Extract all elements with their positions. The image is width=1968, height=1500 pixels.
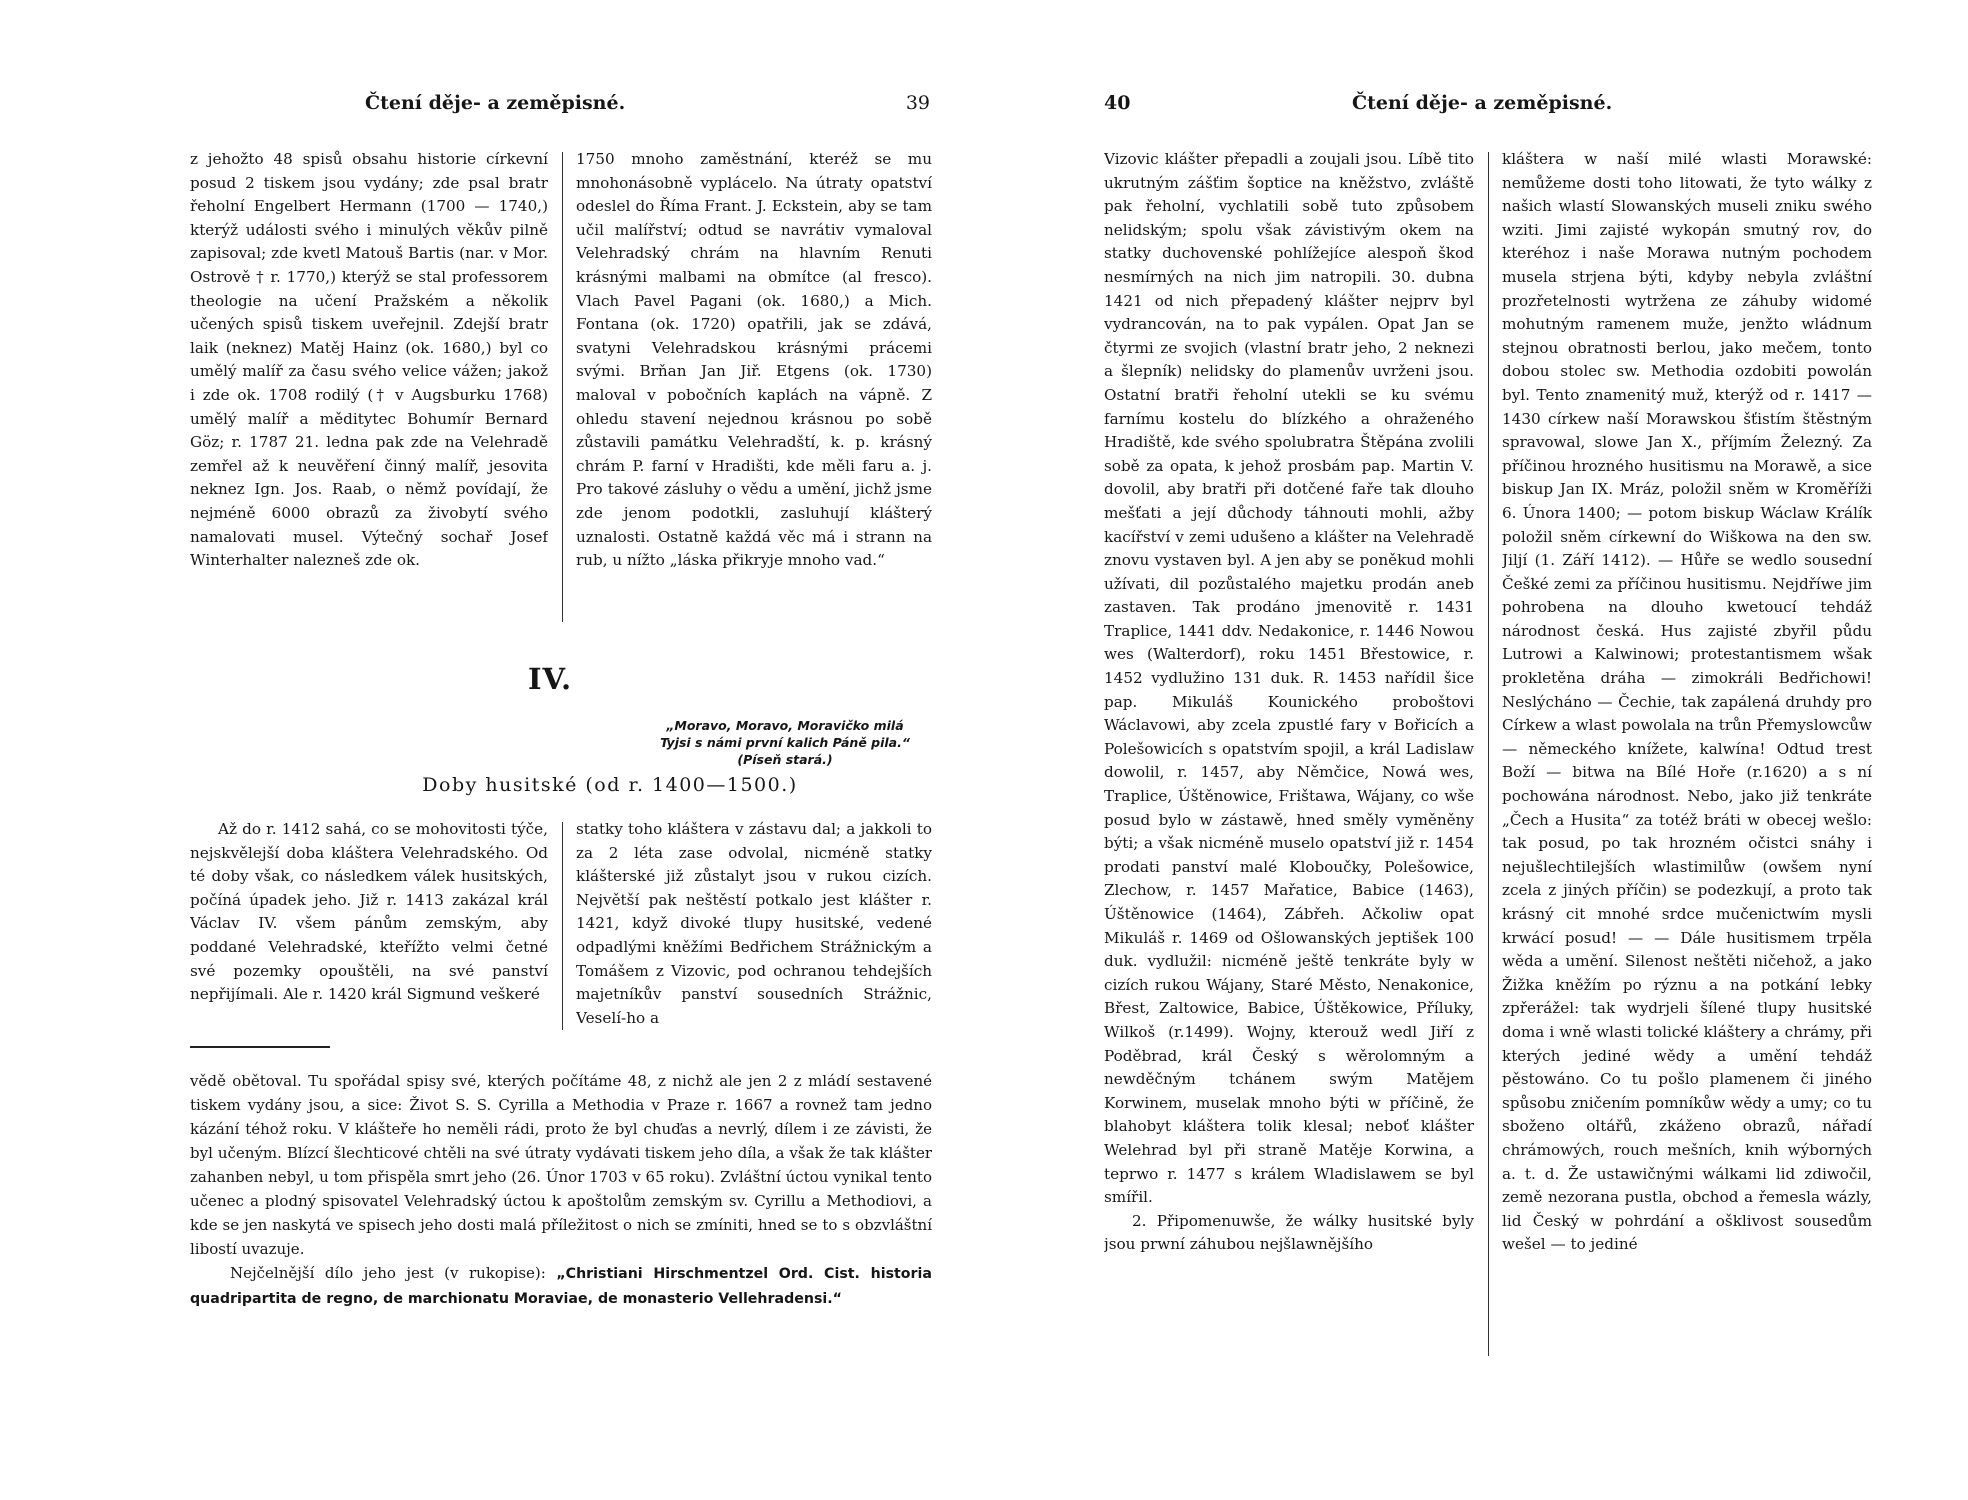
paragraph: Až do r. 1412 sahá, co se mohovitosti týče, nejskvělejší doba kláštera Velehradského. Od té doby však, co následkem válek husitských, počíná úpadek jeho. Již r. 1413 zakázal král Václav IV. všem pánům zemským, aby poddané Velehradské, kteřížto velmi četné své pozemky opouštěli, na své panství nepřijímali. Ale r. 1420 král Sigmund veškeré bbox=[190, 820, 548, 1004]
paragraph: statky toho kláštera v zástavu dal; a jakkoli to za 2 léta zase odvolal, nicméně statky klášterské již zůstalyt jsou v rukou cizích. Největší pak neštěstí potkalo jest klášter r. 1421, když divoké tlupy husitské, vedené odpadlými kněžími Bedřichem Strážnickým a Tomášem z Vizovic, pod ochranou tehdejších majetníkův panství sousedních Strážnic, Veselí-ho a bbox=[576, 820, 932, 1027]
right-running-title: Čtení děje- a zeměpisné. bbox=[1352, 92, 1613, 114]
motto-line: „Moravo, Moravo, Moravičko milá bbox=[666, 718, 904, 733]
motto-source: (Píseň stará.) bbox=[737, 752, 833, 767]
right-page-left-column bbox=[1104, 148, 1474, 1360]
column-divider bbox=[562, 152, 563, 622]
paragraph: z jehožto 48 spisů obsahu historie církevní posud 2 tiskem jsou vydány; zde psal bratr řeholní Engelbert Hermann (1700 — 1740,) kterýž události svého i minulých věkův pilně zapisoval; zde kvetl Matouš Bartis (nar. v Mor. Ostrově † r. 1770,) kterýž se stal professorem theologie na učení Pražském a několik učených spisů tiskem uveřejnil. Zdejší bratr laik (neknez) Matěj Hainz (ok. 1680,) byl co umělý malíř za času svého velice vážen; jakož i zde ok. 1708 rodilý († v Augsburku 1768) umělý malíř a měditytec Bohumír Bernard Göz; r. 1787 21. ledna pak zde na Velehradě zemřel až k neuvěření činný malíř, jesovita neknez Ign. Jos. Raab, o němž povídají, že nejméně 6000 obrazů za živobytí svého namalovati musel. Výtečný sochař Josef Winterhalter nalezneš zde ok. bbox=[190, 150, 548, 570]
chapter-title: Doby husitské (od r. 1400—1500.) bbox=[422, 774, 798, 796]
column-divider bbox=[562, 822, 563, 1030]
left-page-number: 39 bbox=[905, 92, 930, 114]
chapter-motto bbox=[625, 717, 945, 768]
left-running-head bbox=[170, 92, 940, 122]
left-page-bottom-right-column bbox=[576, 818, 932, 1032]
paragraph: 2. Připomenuwše, že wálky husitské byly jsou prwní záhubou nejšlawnějšího bbox=[1104, 1211, 1474, 1254]
paragraph: kláštera w naší milé wlasti Morawské: nemůžeme dosti toho litowati, že tyto wálky z našich wlastí Slowanských museli zniku swého wziti. Jimi zajisté wykopán smutný rov, do kteréhoz i naše Morawa nutným pochodem musela strjena býti, kdyby nebyla zvláštní prozřetelnosti wytržena ze záhuby widomé mohutným ramenem muže, jenžto wládnum stejnou obratnosti berlou, jako mečem, tonto dobou stolec sw. Methodia ozdobiti powolán byl. Tento znamenitý muž, kterýž od r. 1417 — 1430 církew naší Morawskou šťistím štěstným spravowal, slowe Jan X., příjmím Železný. Za příčinou hrozného husitismu na Morawě, a sice biskup Jan IX. Mráz, položil sněm w Kroměříži 6. Února 1400; — potom biskup Wáclaw Králík položil sněm církewní do Wiškowa na den sw. Jiljí (1. Září 1412). — Hůře se wedlo sousední Češké zemi za příčinou husitismu. Nejdříwe jim pohrobena na dlouho kwetoucí tehdáž národnost česká. Hus zajisté zbyřil půdu Lutrowi a Kalwinowi; protestantismem wšak prokletěna dráha — zimokráli Bedřichowi! Neslýcháno — Čechie, tak zapálená druhdy pro Církew a wlast powolala na trůn Přemyslowcůw — německého knížete, kalwína! Odtud trest Boží — bitwa na Bílé Hoře (r.1620) a s ní pochowána národnost. Nebo, jako již tenkráte „Čech a Husita“ za totéž bráti w obecej wešlo: tak posud, po tak hrozném očistci snáhy i nejušlechtilejších wlastimilůw (owšem nyní zcela z jiných příčin) se podezkují, a proto tak krásný cit mnohé srdce mučenictwím mysli krwácí posud! — — Dále husitismem trpěla wěda a umění. Silenost neštěti ničehož, a jako Žižka kněžím po rýznu a na potkání lebky zpřerážel: tak wydrjeli šílené tlupy husitské doma i wně wlasti tolické kláštery a chrámy, při kterých jediné wědy a umění tehdáž pěstowáno. Co tu pošlo plamenem či jiného spůsobu zničením pomníkůw wědy a umy; co tu sboženo oltářů, zkáženo obrazů, nářadí chrámowých, rouch mešních, knih wýborných a. t. d. Že ustawičnými wálkami lid zdiwočil, země nezorana pustla, obchod a řemesla wázly, lid Český w pohrdání a ošklivost sousedům wešel — to jediné bbox=[1502, 150, 1872, 1254]
footnote-paragraph bbox=[190, 1261, 932, 1311]
footnote-paragraph: vědě obětoval. Tu spořádal spisy své, kterých počítáme 48, z nichž ale jen 2 z mládí sestavené tiskem vydány jsou, a sice: Život S. S. Cyrilla a Methodia v Praze r. 1667 a rovnež tam jedno kázání téhož roku. V klášteře ho neměli rádi, proto že byl chuďas a nevrlý, dílem i ze závisti, že byl učeným. Blízcí šlechticové chtěli na své útraty vydávati tiskem jeho díla, a však že tak klášter zahanben nebyl, u tom přispěla smrt jeho (26. Únor 1703 v 65 roku). Zvláštní úctou vynikal tento učenec a plodný spisovatel Velehradský úctou k apoštolům zemským sv. Cyrillu a Methodiovi, a kde se jen naskytá ve spisech jeho dosti malá příležitost o nich se zmíniti, hned se to s obzvláštní libostí uvazuje. bbox=[190, 1072, 932, 1258]
left-page bbox=[170, 0, 940, 1500]
footnote-rule bbox=[190, 1046, 330, 1048]
left-page-top-right-column bbox=[576, 148, 932, 624]
column-divider bbox=[1488, 152, 1489, 1356]
left-page-top-left-column bbox=[190, 148, 548, 624]
latin-title: „Christiani Hirschmentzel Ord. Cist. historia quadripartita de regno, de marchionatu Moraviae, de monasterio Vellehradensi.“ bbox=[190, 1266, 932, 1307]
paragraph: 1750 mnoho zaměstnání, kteréž se mu mnohonásobně vyplácelo. Na útraty opatství odeslel do Říma Frant. J. Eckstein, aby se tam učil malířství; odtud se navrátiv vymaloval Velehradský chrám na hlavním Renuti krásnými malbami na obmítce (al fresco). Vlach Pavel Pagani (ok. 1680,) a Mich. Fontana (ok. 1720) opatřili, jak se zdává, svatyni Velehradskou krásnými prácemi svými. Brňan Jan Jiř. Etgens (ok. 1730) maloval v pobočních kaplách na vápně. Z ohledu stavení nejednou krásnou po sobě zůstavili památku Velehradští, k. p. krásný chrám P. farní v Hradišti, kde měli faru a. j. Pro takové zásluhy o vědu a umění, jichž jsme zde jenom podotkli, zasluhují klášterý uznalosti. Ostatně každá věc má i strann na rub, u nížto „láska přikryje mnoho vad.“ bbox=[576, 150, 932, 570]
footnote bbox=[190, 1069, 932, 1311]
right-page-right-column bbox=[1502, 148, 1872, 1360]
paragraph: Vizovic klášter přepadli a zoujali jsou. Líbě tito ukrutným zášťim šoptice na kněžstvo, zvláště pak řeholní, vychlatili sobě tuto způsobem nelidským; spolu však závistivým okem na statky duchovenské pohlížejíce alespoň škod nesmírných na nich jim natropili. 30. dubna 1421 od nich přepadený klášter nejprv byl vydrancován, na to pak vypálen. Opat Jan se čtyrmi ze svojich (vlastní bratr jeho, 2 neknezi a šlepník) nelidsky do plamenův uvrženi jsou. Ostatní bratři řeholní utekli se ku svému farnímu kostelu do blízkého a ohraženého Hradiště, kde svého spolubratra Štěpána zvolili sobě za opata, k jehož prosbám pap. Martin V. dovolil, aby bratři při dotčené faře tak dlouho mešťati a její důchody táhnouti mohli, ažby kacířství v zemi udušeno a klášter na Velehradě znovu vystaven byl. A jen aby se poněkud mohli užívati, dil pozůstalého majetku prodán aneb zastaven. Tak prodáno jmenovitě r. 1431 Traplice, 1441 ddv. Nedakonice, r. 1446 Nowou wes (Walterdorf), roku 1451 Břestowice, r. 1452 vydlužino 131 duk. R. 1453 nařídil šice pap. Mikuláš Kounického proboštovi Wáclavowi, aby zcela zpustlé fary v Bořicích a Polešowicích s opatstvím spojil, a král Ladislaw dowolil, r. 1457, aby Němčice, Nowá wes, Traplice, Úštěnowice, Frištawa, Wájany, co wše posud bylo w zástawě, hned směly vyměněny býti; a však nicméně muselo opatství již r. 1454 prodati panství malé Kloboučky, Polešowice, Zlechow, r. 1457 Mařatice, Babice (1463), Úštěnowice (1464), Zábřeh. Ačkoliw opat Mikuláš r. 1469 od Ošlowanských jeptišek 100 duk. vydlužil: nicméně ještě tenkráte byly w cizích rukou Wájany, Staré Město, Nenakonice, Břest, Zaltowice, Babice, Úštěkowice, Příluky, Wilkoš (r.1499). Wojny, kterouž wedl Jiří z Poděbrad, král Český s wěrolomným a newděčným tchánem swým Matějem Korwinem, muselak mnoho býti w příčině, že blahobyt kláštera tolik klesal; neboť klášter Welehrad byl při straně Matěje Korwina, a teprwo r. 1477 s králem Wladislawem se byl smířil. bbox=[1104, 150, 1474, 1207]
right-page bbox=[1104, 0, 1874, 1500]
footnote-intro: Nejčelnější dílo jeho jest (v rukopise): bbox=[230, 1264, 546, 1282]
right-running-head bbox=[1104, 92, 1874, 122]
left-page-bottom-left-column bbox=[190, 818, 548, 1032]
motto-line: Tyjsi s námi první kalich Páně pila.“ bbox=[660, 735, 910, 750]
left-running-title: Čtení děje- a zeměpisné. bbox=[365, 92, 626, 114]
right-page-number: 40 bbox=[1104, 92, 1131, 114]
chapter-number: IV. bbox=[527, 662, 573, 696]
